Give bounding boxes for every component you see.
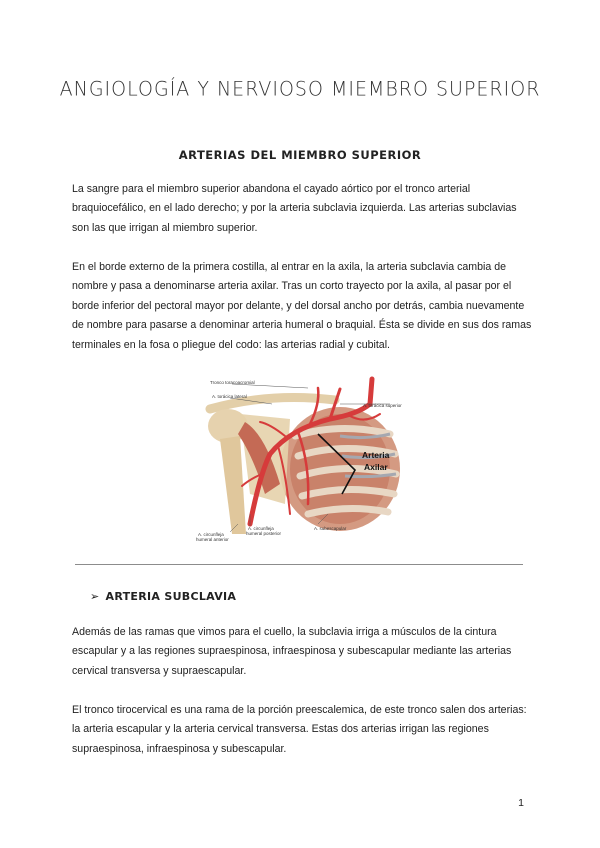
label-circunfleja-ant-1: A. circunfleja (198, 532, 224, 537)
arrow-bullet-icon: ➢ (90, 590, 100, 603)
page-number: 1 (518, 797, 524, 809)
label-tronco: Tronco toracoacromial (210, 380, 255, 385)
label-subescapular: A. subescapular (314, 526, 347, 531)
paragraph-2: En el borde externo de la primera costilla, al entrar en la axila, la arteria subclavia cambia de nombre y pasa a denominarse arteria axilar. Tras un corto trayecto por la axila, al pasar por el borde inferior del pectoral mayor por delante, y del dorsal ancho por detrás, cambia nuevamente de nombre para pasarse a denominar arteria humeral o braquial. Ésta se divide en sus dos ramas terminales en la fosa o pliegue del codo: las arterias radial y cubital. (72, 261, 532, 351)
label-axilar: Axilar (364, 462, 388, 472)
horizontal-divider (75, 564, 523, 565)
subheading-arteria-subclavia (90, 590, 236, 603)
label-arteria: Arteria (362, 450, 390, 460)
paragraph-4: El tronco tirocervical es una rama de la porción preescalemica, de este tronco salen dos arterias: la arteria escapular y la arteria cervical transversa. Estas dos arterias irrigan las regiones supraespinosa, infraespinosa y subescapular. (72, 704, 527, 755)
label-toracica-lateral: A. torácica lateral (212, 394, 247, 399)
label-circunfleja-ant-2: humeral anterior (196, 537, 229, 542)
label-toracica-superior: A. torácica superior (363, 403, 402, 408)
axillary-artery-illustration (190, 374, 410, 542)
subheading-text: ARTERIA SUBCLAVIA (105, 590, 237, 603)
paragraph-1: La sangre para el miembro superior abandona el cayado aórtico por el tronco arterial braquiocefálico, en el lado derecho; y por la arteria subclavia izquierda. Las arterias subclavias son las que irrigan al miembro superior. (72, 183, 517, 234)
page-title: ANGIOLOGÍA Y NERVIOSO MIEMBRO SUPERIOR (59, 77, 541, 101)
label-circunfleja-post-2: humeral posterior (246, 531, 282, 536)
paragraph-3: Además de las ramas que vimos para el cuello, la subclavia irriga a músculos de la cintura escapular y a las regiones supraespinosa, infraespinosa y subescapular mediante las arterias cervical transversa y supraescapular. (72, 626, 512, 677)
label-circunfleja-post-1: A. circunfleja (248, 526, 274, 531)
section-heading: ARTERIAS DEL MIEMBRO SUPERIOR (178, 148, 422, 162)
